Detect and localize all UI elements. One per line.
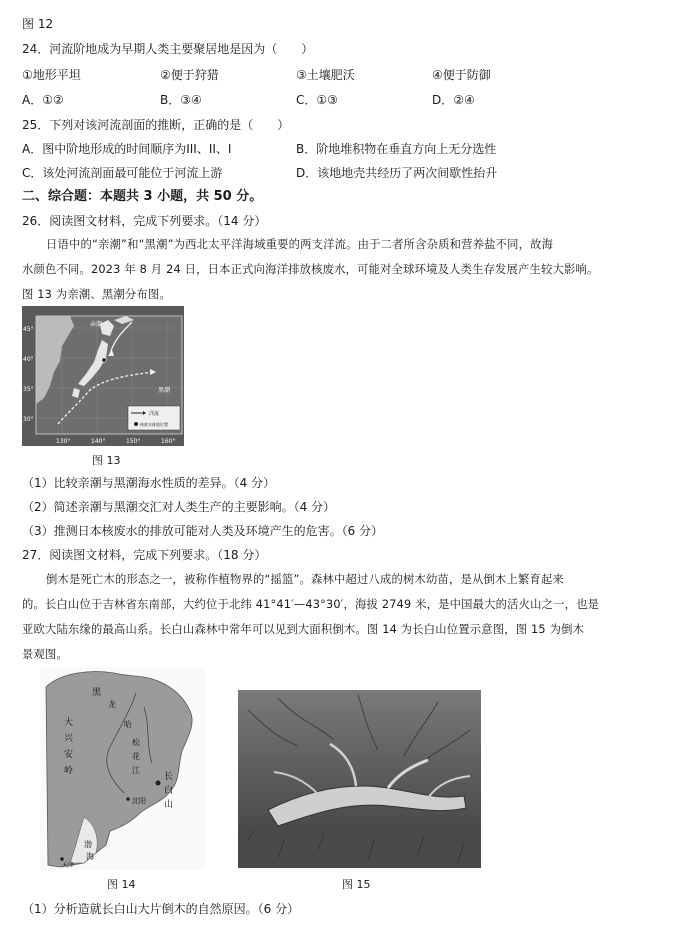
map-label-oyashio: 亲潮: [90, 321, 103, 328]
fig14-label-hei: 黑: [92, 688, 102, 698]
q25-choice-a: A．图中阶地形成的时间顺序为III、II、I: [22, 142, 232, 156]
ocean-currents-map: [22, 306, 184, 446]
fig14-label-ling: 岭: [64, 766, 74, 776]
q25-choice-b: B．阶地堆积物在垂直方向上无分选性: [296, 142, 497, 156]
lon-label-150: 150°: [126, 438, 141, 445]
q27-passage-line-3: 亚欧大陆东缘的最高山系。长白山森林中常年可以见到大面积倒木。图 14 为长白山位置示意图，图 15 为倒木: [22, 623, 585, 636]
q27-passage: [22, 567, 672, 667]
q24-choice-d: D．②④: [432, 93, 475, 107]
lat-label-35: 35°: [23, 386, 34, 393]
fig14-label-hua: 花: [132, 752, 140, 761]
fig14-label-tianjin: 天津: [62, 862, 75, 869]
figure-13-map: [22, 306, 184, 446]
figure-13-caption: 图 13: [92, 454, 121, 467]
q26-stem: 26．阅读图文材料，完成下列要求。（14 分）: [22, 214, 267, 228]
lat-label-30: 30°: [23, 416, 34, 423]
q26-passage-line-3: 图 13 为亲潮、黑潮分布图。: [22, 288, 171, 301]
lon-label-130: 130°: [56, 438, 71, 445]
fig14-label-shenyang: 沈阳: [132, 797, 146, 805]
q27-passage-line-2: 的。长白山位于吉林省东南部，大约位于北纬 41°41′—43°30′，海拔 2749 米，是中国最大的活火山之一，也是: [22, 598, 600, 611]
q24-item-1: ①地形平坦: [22, 68, 81, 82]
changbai-location-map: [40, 667, 205, 870]
lat-label-40: 40°: [23, 356, 34, 363]
map-label-kuroshio: 黑潮: [158, 387, 171, 394]
fig14-label-ha: 哈: [124, 720, 132, 729]
q24-stem: 24．河流阶地成为早期人类主要聚居地是因为（ ）: [22, 42, 314, 56]
q26-subq-3: （3）推测日本核废水的排放可能对人类及环境产生的危害。（6 分）: [22, 524, 384, 538]
legend-discharge: 核废水排放位置: [140, 422, 168, 427]
q25-choice-c: C．该处河流剖面最可能位于河流上游: [22, 166, 223, 180]
q27-subq-1: （1）分析造就长白山大片倒木的自然原因。（6 分）: [22, 902, 300, 916]
q27-passage-line-1: 倒木是死亡木的形态之一，被称作植物界的“摇篮”。森林中超过八成的树木幼苗，是从倒木上繁育起来: [46, 573, 564, 586]
fig14-label-chang: 长: [164, 772, 174, 782]
figure-14-caption: 图 14: [107, 878, 136, 891]
legend-current: 洋流: [149, 411, 160, 417]
q24-choice-a: A．①②: [22, 93, 64, 107]
fig14-label-hai: 海: [86, 852, 94, 861]
lon-label-140: 140°: [91, 438, 106, 445]
fallen-tree-photo: [238, 690, 481, 868]
q24-choice-c: C．①③: [296, 93, 338, 107]
figure-12-caption: 图 12: [22, 17, 54, 31]
q26-passage: [22, 232, 672, 307]
q26-passage-line-1: 日语中的“亲潮”和“黑潮”为西北太平洋海域重要的两支洋流。由于二者所含杂质和营养盐不同，故海: [46, 238, 554, 251]
fig14-label-shan: 山: [164, 800, 174, 810]
fig14-label-xing: 兴: [64, 734, 74, 744]
lat-label-45: 45°: [23, 326, 34, 333]
q26-subq-1: （1）比较亲潮与黑潮海水性质的差异。（4 分）: [22, 476, 276, 490]
q27-stem: 27．阅读图文材料，完成下列要求。（18 分）: [22, 548, 267, 562]
fig14-label-bai: 白: [164, 786, 174, 796]
q25-stem: 25．下列对该河流剖面的推断，正确的是（ ）: [22, 118, 290, 132]
figure-15-caption: 图 15: [342, 878, 371, 891]
q24-choice-b: B．③④: [160, 93, 202, 107]
q24-item-3: ③土壤肥沃: [296, 68, 355, 82]
q24-item-2: ②便于狩猎: [160, 68, 219, 82]
figure-14-map: [40, 667, 205, 870]
figure-15-photo: [238, 690, 481, 868]
q24-item-4: ④便于防御: [432, 68, 491, 82]
fig14-label-song: 松: [132, 738, 140, 747]
lon-label-160: 160°: [161, 438, 176, 445]
fig14-label-jiang: 江: [132, 766, 140, 775]
fig14-label-da: 大: [64, 718, 74, 728]
q26-subq-2: （2）简述亲潮与黑潮交汇对人类生产的主要影响。（4 分）: [22, 500, 336, 514]
section-2-heading: 二、综合题：本题共 3 小题，共 50 分。: [22, 189, 263, 204]
fig14-label-an: 安: [64, 750, 74, 760]
q26-passage-line-2: 水颜色不同。2023 年 8 月 24 日，日本正式向海洋排放核废水，可能对全球环境及人类生存发展产生较大影响。: [22, 263, 599, 276]
q27-passage-line-4: 景观图。: [22, 648, 68, 661]
fig14-label-long: 龙: [108, 700, 116, 709]
q25-choice-d: D．该地地壳共经历了两次间歇性抬升: [296, 166, 498, 180]
fig14-label-bo: 渤: [84, 840, 92, 849]
